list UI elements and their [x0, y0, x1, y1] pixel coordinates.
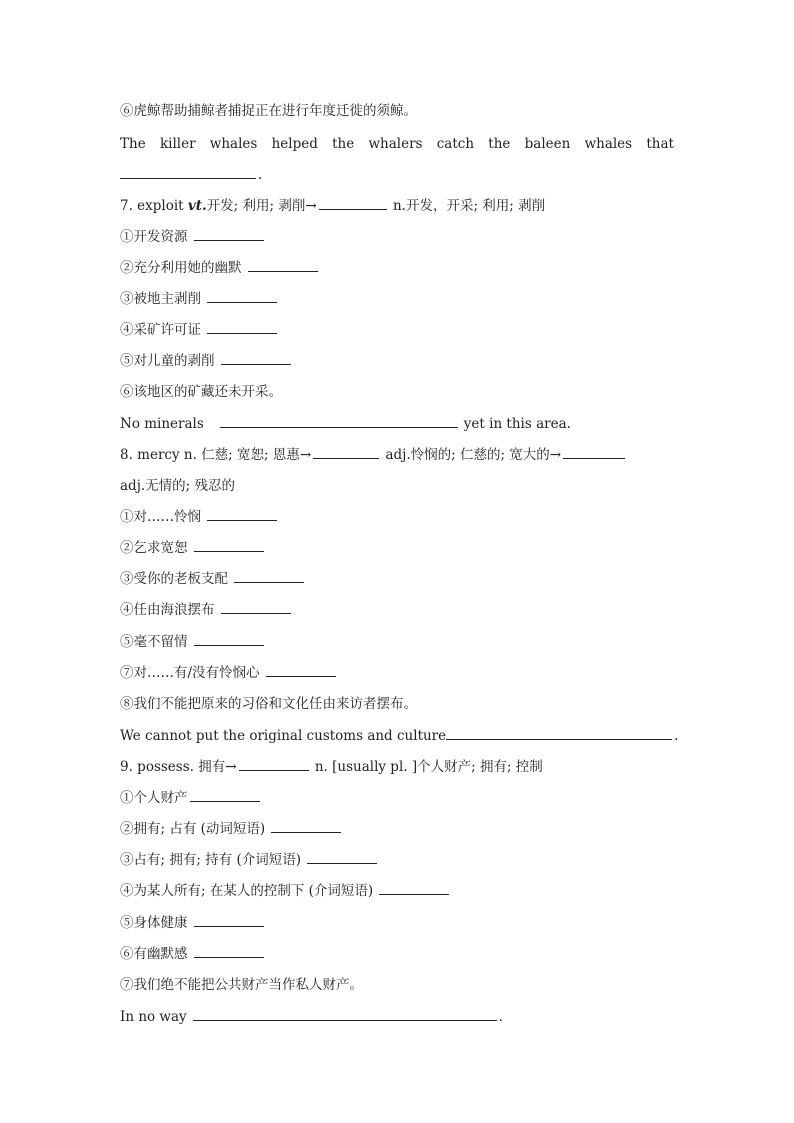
answer-blank[interactable]	[194, 943, 264, 958]
word: the	[332, 136, 355, 152]
answer-blank[interactable]	[221, 599, 291, 614]
whales-sentence-cn: ⑥虎鲸帮助捕鲸者捕捉正在进行年度迁徙的须鲸。	[120, 103, 417, 119]
mercy-sentence-en: We cannot put the original customs and culture .	[120, 725, 674, 747]
word: killer	[159, 136, 196, 152]
word: whales	[209, 136, 258, 152]
answer-blank[interactable]	[207, 506, 277, 521]
answer-blank[interactable]	[239, 756, 309, 771]
whales-answer-line: .	[120, 164, 674, 186]
word: the	[488, 136, 511, 152]
mercy-item-5: ⑤毫不留情	[120, 631, 674, 653]
exploit-item-1: ①开发资源	[120, 226, 674, 248]
possess-heading: 9. possess. 拥有→ n. [usually pl. ]个人财产; 拥有; 控制	[120, 756, 674, 778]
answer-blank[interactable]	[194, 631, 264, 646]
exploit-item-2: ②充分利用她的幽默	[120, 257, 674, 279]
answer-blank[interactable]	[271, 818, 341, 833]
word: The	[120, 136, 146, 152]
mercy-item-1: ①对……怜悯	[120, 506, 674, 528]
word: that	[646, 136, 674, 152]
exploit-sentence-en: No minerals yet in this area.	[120, 413, 674, 435]
answer-blank[interactable]	[220, 413, 458, 428]
mercy-heading-cont: adj.无情的; 残忍的	[120, 478, 236, 494]
exploit-item-4: ④采矿许可证	[120, 319, 674, 341]
answer-blank[interactable]	[120, 164, 256, 179]
mercy-item-3: ③受你的老板支配	[120, 568, 674, 590]
possess-sentence-en: In no way .	[120, 1006, 674, 1028]
exploit-item-5: ⑤对儿童的剥削	[120, 350, 674, 372]
answer-blank[interactable]	[266, 662, 336, 677]
mercy-heading: 8. mercy n. 仁慈; 宽恕; 恩惠→ adj.怜悯的; 仁慈的; 宽大的→	[120, 444, 674, 466]
possess-item-4: ④为某人所有; 在某人的控制下 (介词短语)	[120, 880, 674, 902]
answer-blank[interactable]	[307, 849, 377, 864]
mercy-sentence-cn: ⑧我们不能把原来的习俗和文化任由来访者摆布。	[120, 696, 417, 712]
answer-blank[interactable]	[234, 568, 304, 583]
word: catch	[436, 136, 475, 152]
word: whalers	[368, 136, 423, 152]
exploit-item-3: ③被地主剥削	[120, 288, 674, 310]
answer-blank[interactable]	[207, 319, 277, 334]
answer-blank[interactable]	[313, 444, 379, 459]
exploit-sentence-cn: ⑥该地区的矿藏还未开采。	[120, 384, 282, 400]
possess-item-5: ⑤身体健康	[120, 912, 674, 934]
answer-blank[interactable]	[207, 288, 277, 303]
word: baleen	[524, 136, 571, 152]
mercy-item-2: ②乞求宽恕	[120, 537, 674, 559]
exploit-heading: 7. exploit vt.开发; 利用; 剥削→ n.开发，开采; 利用; 剥削	[120, 195, 674, 217]
possess-item-3: ③占有; 拥有; 持有 (介词短语)	[120, 849, 674, 871]
answer-blank[interactable]	[194, 226, 264, 241]
possess-item-2: ②拥有; 占有 (动词短语)	[120, 818, 674, 840]
word: whales	[584, 136, 633, 152]
answer-blank[interactable]	[446, 725, 672, 740]
answer-blank[interactable]	[193, 1006, 497, 1021]
answer-blank[interactable]	[248, 257, 318, 272]
answer-blank[interactable]	[194, 912, 264, 927]
possess-sentence-cn: ⑦我们绝不能把公共财产当作私人财产。	[120, 977, 363, 993]
mercy-item-4: ④任由海浪摆布	[120, 599, 674, 621]
mercy-item-7: ⑦对……有/没有怜悯心	[120, 662, 674, 684]
answer-blank[interactable]	[194, 537, 264, 552]
whales-sentence-en	[120, 133, 674, 155]
answer-blank[interactable]	[563, 444, 625, 459]
answer-blank[interactable]	[319, 195, 387, 210]
possess-item-1: ①个人财产	[120, 787, 674, 809]
word: helped	[271, 136, 318, 152]
possess-item-6: ⑥有幽默感	[120, 943, 674, 965]
answer-blank[interactable]	[190, 787, 260, 802]
answer-blank[interactable]	[379, 880, 449, 895]
answer-blank[interactable]	[221, 350, 291, 365]
